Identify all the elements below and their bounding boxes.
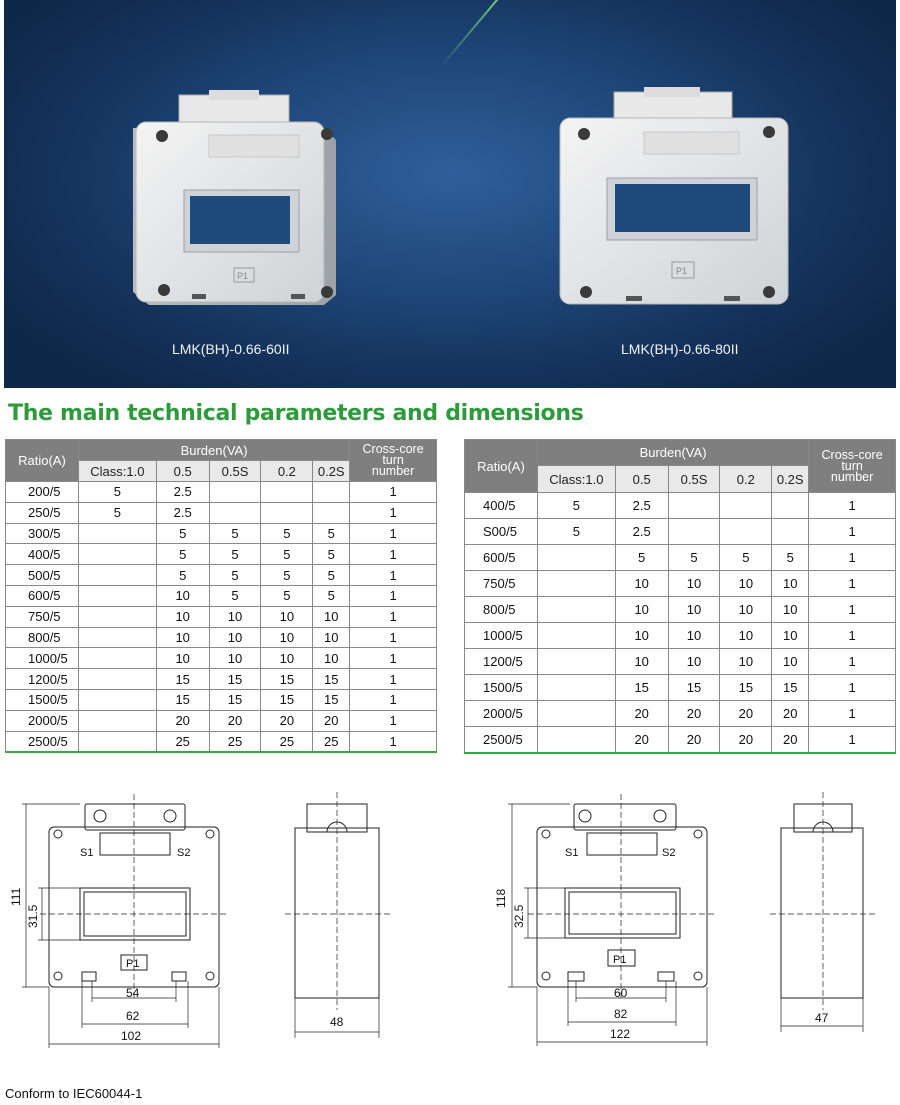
burden-cell: 20 (313, 710, 350, 731)
burden-cell: 10 (156, 627, 209, 648)
cross-core-header-line-1: Cross-core (362, 442, 424, 456)
table-row (465, 701, 896, 727)
ratio-cell: 2000/5 (6, 710, 79, 731)
cross-core-header-line-2: turn (382, 453, 404, 467)
burden-cell: 10 (615, 623, 668, 649)
burden-cell (78, 544, 156, 565)
burden-cell: 10 (720, 623, 772, 649)
burden-cell: 10 (615, 571, 668, 597)
cross-core-header (809, 440, 896, 493)
burden-cell: 10 (668, 649, 720, 675)
burden-cell: 5 (209, 585, 261, 606)
burden-cell: 10 (668, 623, 720, 649)
burden-cell (537, 649, 615, 675)
dimension-drawings (0, 770, 900, 1080)
burden-cell: 5 (156, 523, 209, 544)
burden-cell: 25 (261, 731, 313, 752)
product-right-photo (560, 87, 788, 304)
burden-cell: 20 (668, 727, 720, 753)
svg-text:P1: P1 (237, 271, 249, 281)
burden-cell: 10 (720, 649, 772, 675)
burden-cell: 20 (668, 701, 720, 727)
product-left-photo (133, 90, 336, 305)
burden-cell: 5 (261, 544, 313, 565)
burden-cell: 5 (261, 565, 313, 586)
ratio-cell: 500/5 (6, 565, 79, 586)
burden-cell: 10 (156, 606, 209, 627)
table-row (6, 606, 437, 627)
burden-cell: 5 (313, 565, 350, 586)
burden-cell: 5 (313, 544, 350, 565)
turn-number-cell: 1 (350, 669, 437, 690)
burden-cell: 20 (209, 710, 261, 731)
turn-number-cell: 1 (350, 502, 437, 523)
product-illustrations (4, 0, 896, 388)
terminal-p1-label: P1 (126, 958, 140, 970)
burden-cell: 10 (772, 623, 809, 649)
burden-cell (537, 675, 615, 701)
class-header: Class:1.0 (537, 466, 615, 493)
burden-cell: 10 (772, 649, 809, 675)
burden-cell (78, 523, 156, 544)
ratio-cell: 600/5 (465, 545, 538, 571)
ratio-cell: S00/5 (465, 519, 538, 545)
dim-total-width-right: 122 (610, 1027, 631, 1041)
ratio-cell: 1200/5 (6, 669, 79, 690)
burden-cell: 5 (156, 544, 209, 565)
burden-cell: 10 (209, 627, 261, 648)
cross-core-header-line-2: turn (841, 458, 863, 473)
class-header: 0.2S (772, 466, 809, 493)
ratio-cell: 800/5 (465, 597, 538, 623)
ratio-cell: 1200/5 (465, 649, 538, 675)
burden-cell: 5 (537, 493, 615, 519)
ratio-cell: 2500/5 (6, 731, 79, 752)
burden-cell: 20 (615, 701, 668, 727)
table-row (465, 597, 896, 623)
cross-core-header-line-3: number (371, 464, 415, 478)
burden-cell: 20 (156, 710, 209, 731)
table-row (6, 502, 437, 523)
table-row (6, 585, 437, 606)
ratio-header: Ratio(A) (465, 440, 538, 493)
burden-cell (78, 565, 156, 586)
burden-cell: 20 (261, 710, 313, 731)
burden-cell (78, 606, 156, 627)
turn-number-cell: 1 (809, 623, 896, 649)
burden-cell (209, 482, 261, 503)
ratio-cell: 250/5 (6, 502, 79, 523)
burden-cell: 10 (313, 648, 350, 669)
class-header: Class:1.0 (78, 461, 156, 482)
cross-core-header-line-1: Cross-core (821, 447, 883, 462)
burden-cell: 10 (772, 597, 809, 623)
dim-window-width-left: 54 (126, 986, 140, 1000)
table-left-body (6, 482, 437, 752)
burden-cell (537, 623, 615, 649)
ratio-cell: 750/5 (6, 606, 79, 627)
burden-cell: 25 (209, 731, 261, 752)
dim-window-height-left: 31.5 (26, 904, 40, 928)
burden-header: Burden(VA) (78, 440, 349, 461)
burden-cell: 20 (720, 727, 772, 753)
burden-cell: 5 (313, 523, 350, 544)
cross-core-header-line-3: number (830, 469, 874, 484)
burden-cell: 5 (313, 585, 350, 606)
table-row (6, 544, 437, 565)
turn-number-cell: 1 (350, 565, 437, 586)
class-header: 0.2 (720, 466, 772, 493)
burden-cell: 10 (156, 585, 209, 606)
dim-height-left: 111 (9, 887, 23, 906)
burden-cell: 2.5 (615, 519, 668, 545)
burden-cell (78, 731, 156, 752)
parameters-table-left (5, 439, 437, 753)
ratio-cell: 200/5 (6, 482, 79, 503)
burden-cell: 10 (156, 648, 209, 669)
burden-cell: 15 (668, 675, 720, 701)
terminal-s1-label: S1 (80, 847, 94, 859)
terminal-p1-label: P1 (613, 954, 627, 966)
burden-cell (720, 519, 772, 545)
ratio-cell: 1000/5 (465, 623, 538, 649)
parameters-table-right (464, 439, 896, 754)
burden-cell: 10 (720, 571, 772, 597)
turn-number-cell: 1 (350, 710, 437, 731)
burden-cell: 15 (261, 689, 313, 710)
burden-cell: 20 (772, 727, 809, 753)
dim-window-height-right: 32.5 (512, 904, 526, 928)
burden-cell: 5 (668, 545, 720, 571)
table-row (465, 545, 896, 571)
ratio-cell: 600/5 (6, 585, 79, 606)
burden-cell: 10 (261, 606, 313, 627)
dim-depth-right: 47 (815, 1011, 829, 1025)
dim-inner-width-left: 62 (126, 1009, 140, 1023)
compliance-note: Conform to IEC60044-1 (5, 1086, 143, 1101)
table-row (6, 689, 437, 710)
table-row (6, 669, 437, 690)
turn-number-cell: 1 (809, 519, 896, 545)
ratio-cell: 800/5 (6, 627, 79, 648)
burden-cell (537, 545, 615, 571)
table-row (465, 675, 896, 701)
ratio-header: Ratio(A) (6, 440, 79, 482)
ratio-cell: 400/5 (465, 493, 538, 519)
burden-cell (313, 482, 350, 503)
burden-cell (537, 727, 615, 753)
dim-window-width-right: 60 (614, 986, 628, 1000)
burden-cell: 15 (615, 675, 668, 701)
burden-cell: 20 (772, 701, 809, 727)
turn-number-cell: 1 (350, 585, 437, 606)
svg-text:P1: P1 (676, 266, 688, 276)
cross-core-header (350, 440, 437, 482)
burden-cell (772, 519, 809, 545)
turn-number-cell: 1 (350, 482, 437, 503)
burden-cell (78, 669, 156, 690)
section-title: The main technical parameters and dimensions (8, 401, 584, 426)
product-caption-left: LMK(BH)-0.66-60II (172, 341, 290, 357)
turn-number-cell: 1 (809, 649, 896, 675)
burden-cell: 2.5 (156, 502, 209, 523)
burden-header: Burden(VA) (537, 440, 808, 466)
dim-inner-width-right: 82 (614, 1007, 628, 1021)
table-row (465, 571, 896, 597)
turn-number-cell: 1 (350, 523, 437, 544)
burden-cell: 15 (261, 669, 313, 690)
ratio-cell: 750/5 (465, 571, 538, 597)
table-row (6, 627, 437, 648)
burden-cell: 5 (78, 482, 156, 503)
burden-cell: 10 (720, 597, 772, 623)
burden-cell: 15 (156, 669, 209, 690)
product-banner (4, 0, 896, 388)
table-row (6, 523, 437, 544)
burden-cell (537, 701, 615, 727)
turn-number-cell: 1 (350, 627, 437, 648)
dim-height-right: 118 (494, 888, 508, 908)
turn-number-cell: 1 (350, 606, 437, 627)
product-caption-right: LMK(BH)-0.66-80II (621, 341, 739, 357)
burden-cell: 5 (537, 519, 615, 545)
class-header: 0.2S (313, 461, 350, 482)
terminal-s2-label: S2 (662, 847, 676, 859)
burden-cell: 10 (209, 606, 261, 627)
turn-number-cell: 1 (350, 731, 437, 752)
burden-cell: 5 (209, 565, 261, 586)
burden-cell: 5 (209, 523, 261, 544)
burden-cell: 5 (261, 585, 313, 606)
burden-cell: 10 (615, 649, 668, 675)
class-header: 0.5S (668, 466, 720, 493)
burden-cell (209, 502, 261, 523)
class-header: 0.5S (209, 461, 261, 482)
burden-cell (668, 493, 720, 519)
turn-number-cell: 1 (350, 544, 437, 565)
burden-cell (720, 493, 772, 519)
burden-cell: 5 (209, 544, 261, 565)
dim-depth-left: 48 (330, 1015, 344, 1029)
burden-cell (78, 585, 156, 606)
ratio-cell: 2000/5 (465, 701, 538, 727)
burden-cell: 5 (615, 545, 668, 571)
table-row (6, 648, 437, 669)
burden-cell: 10 (313, 606, 350, 627)
burden-cell: 15 (209, 669, 261, 690)
burden-cell: 15 (313, 669, 350, 690)
class-header: 0.5 (156, 461, 209, 482)
table-row (6, 565, 437, 586)
burden-cell: 10 (772, 571, 809, 597)
right-front-view (508, 794, 716, 1046)
class-header: 0.2 (261, 461, 313, 482)
burden-cell: 10 (615, 597, 668, 623)
table-row (465, 727, 896, 753)
burden-cell (313, 502, 350, 523)
terminal-s1-label: S1 (565, 847, 579, 859)
turn-number-cell: 1 (809, 493, 896, 519)
burden-cell: 10 (668, 597, 720, 623)
turn-number-cell: 1 (809, 545, 896, 571)
ratio-cell: 1500/5 (465, 675, 538, 701)
right-side-view (770, 792, 875, 1032)
burden-cell (78, 627, 156, 648)
left-side-view (285, 792, 392, 1038)
table-row (465, 649, 896, 675)
burden-cell: 25 (313, 731, 350, 752)
burden-cell: 20 (720, 701, 772, 727)
burden-cell: 10 (313, 627, 350, 648)
burden-cell: 5 (261, 523, 313, 544)
ratio-cell: 300/5 (6, 523, 79, 544)
burden-cell: 20 (615, 727, 668, 753)
turn-number-cell: 1 (809, 701, 896, 727)
burden-cell: 10 (668, 571, 720, 597)
burden-cell (537, 597, 615, 623)
class-header: 0.5 (615, 466, 668, 493)
terminal-s2-label: S2 (177, 847, 191, 859)
left-front-view (22, 794, 228, 1048)
table-row (6, 731, 437, 752)
burden-cell: 10 (261, 648, 313, 669)
table-row (6, 482, 437, 503)
table-row (465, 493, 896, 519)
burden-cell: 2.5 (615, 493, 668, 519)
table-row (465, 519, 896, 545)
ratio-cell: 400/5 (6, 544, 79, 565)
burden-cell: 2.5 (156, 482, 209, 503)
burden-cell: 15 (772, 675, 809, 701)
burden-cell: 15 (209, 689, 261, 710)
burden-cell (261, 502, 313, 523)
burden-cell: 25 (156, 731, 209, 752)
turn-number-cell: 1 (350, 648, 437, 669)
burden-cell: 15 (720, 675, 772, 701)
turn-number-cell: 1 (809, 597, 896, 623)
table-row (6, 710, 437, 731)
turn-number-cell: 1 (809, 675, 896, 701)
turn-number-cell: 1 (350, 689, 437, 710)
burden-cell (78, 689, 156, 710)
burden-cell: 5 (772, 545, 809, 571)
burden-cell: 10 (209, 648, 261, 669)
ratio-cell: 2500/5 (465, 727, 538, 753)
turn-number-cell: 1 (809, 727, 896, 753)
burden-cell (261, 482, 313, 503)
table-row (465, 623, 896, 649)
burden-cell (537, 571, 615, 597)
burden-cell: 5 (720, 545, 772, 571)
burden-cell (78, 710, 156, 731)
dim-total-width-left: 102 (121, 1029, 142, 1043)
burden-cell: 15 (313, 689, 350, 710)
ratio-cell: 1000/5 (6, 648, 79, 669)
burden-cell: 10 (261, 627, 313, 648)
table-right-body (465, 493, 896, 753)
burden-cell (668, 519, 720, 545)
turn-number-cell: 1 (809, 571, 896, 597)
burden-cell: 15 (156, 689, 209, 710)
burden-cell: 5 (78, 502, 156, 523)
burden-cell (78, 648, 156, 669)
burden-cell (772, 493, 809, 519)
burden-cell: 5 (156, 565, 209, 586)
ratio-cell: 1500/5 (6, 689, 79, 710)
